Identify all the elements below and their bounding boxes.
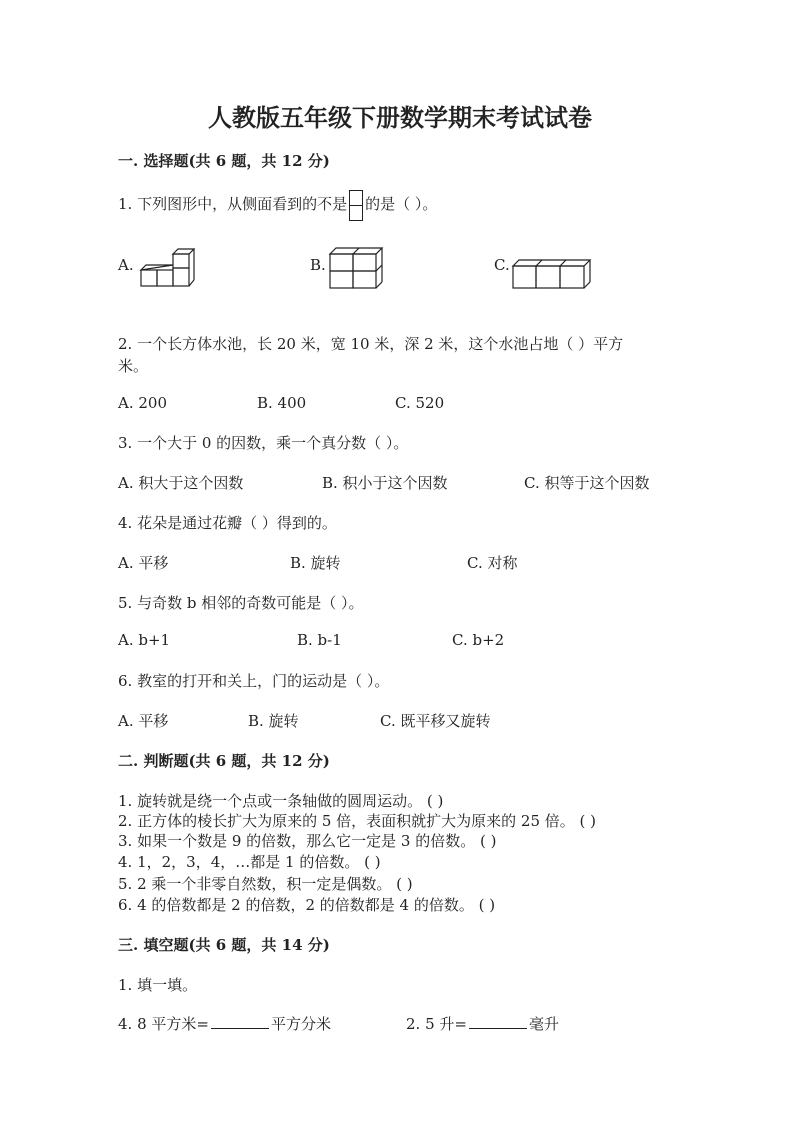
two-stacked-squares-icon xyxy=(349,190,363,220)
fill-item-1-unit: 平方分米 xyxy=(270,1015,331,1033)
q3-option-a: A. 积大于这个因数 xyxy=(118,474,244,492)
choice-question-5: 5. 与奇数 b 相邻的奇数可能是（ ）。 xyxy=(118,594,364,612)
judge-item-6: 6. 4 的倍数都是 2 的倍数，2 的倍数都是 4 的倍数。 ( ) xyxy=(118,896,496,914)
fill-item-1 xyxy=(118,1013,331,1034)
q5-option-b: B. b-1 xyxy=(297,631,342,649)
judge-item-2: 2. 正方体的棱长扩大为原来的 5 倍，表面积就扩大为原来的 25 倍。 ( ) xyxy=(118,812,597,830)
option-b-label: B. xyxy=(310,256,326,274)
option-a-label: A. xyxy=(118,256,134,274)
q3-option-b: B. 积小于这个因数 xyxy=(322,474,448,492)
fill-item-2-unit: 毫升 xyxy=(528,1015,559,1033)
q2-option-a: A. 200 xyxy=(118,394,167,412)
q6-option-b: B. 旋转 xyxy=(248,712,299,730)
fill-item-2 xyxy=(406,1013,559,1034)
q6-option-c: C. 既平移又旋转 xyxy=(380,712,491,730)
q4-option-b: B. 旋转 xyxy=(290,554,341,572)
answer-blank[interactable] xyxy=(469,1016,527,1029)
q4-option-a: A. 平移 xyxy=(118,554,169,572)
judge-item-5: 5. 2 乘一个非零自然数，积一定是偶数。 ( ) xyxy=(118,875,413,893)
fill-question-1: 1. 填一填。 xyxy=(118,976,198,994)
q2-option-b: B. 400 xyxy=(257,394,307,412)
cube-figure-b xyxy=(326,244,384,290)
q5-option-c: C. b+2 xyxy=(452,631,505,649)
judge-item-4: 4. 1，2，3，4，…都是 1 的倍数。 ( ) xyxy=(118,853,381,871)
page-title: 人教版五年级下册数学期末考试试卷 xyxy=(208,103,592,132)
option-c-label: C. xyxy=(494,256,510,274)
choice-question-2-continued: 米。 xyxy=(118,357,149,375)
judge-item-3: 3. 如果一个数是 9 的倍数，那么它一定是 3 的倍数。 ( ) xyxy=(118,832,497,850)
q6-option-a: A. 平移 xyxy=(118,712,169,730)
choice-question-2: 2. 一个长方体水池，长 20 米，宽 10 米，深 2 米，这个水池占地（ ）平方 xyxy=(118,335,624,353)
section-header-judge: 二. 判断题(共 6 题，共 12 分) xyxy=(118,752,330,770)
judge-item-1: 1. 旋转就是绕一个点或一条轴做的圆周运动。 ( ) xyxy=(118,792,444,810)
choice-question-4: 4. 花朵是通过花瓣（ ）得到的。 xyxy=(118,514,337,532)
q4-option-c: C. 对称 xyxy=(467,554,518,572)
choice-question-1 xyxy=(118,190,437,220)
q2-option-c: C. 520 xyxy=(395,394,445,412)
question-text: 1. 下列图形中，从侧面看到的不是 xyxy=(118,195,348,213)
question-text-tail: 的是（ ）。 xyxy=(365,195,438,213)
choice-question-6: 6. 教室的打开和关上，门的运动是（ ）。 xyxy=(118,672,390,690)
section-header-choice: 一. 选择题(共 6 题，共 12 分) xyxy=(118,152,330,170)
fill-item-2-text: 2. 5 升= xyxy=(406,1015,467,1033)
choice-question-3: 3. 一个大于 0 的因数，乘一个真分数（ ）。 xyxy=(118,434,409,452)
fill-item-1-text: 4. 8 平方米= xyxy=(118,1015,209,1033)
section-header-fill: 三. 填空题(共 6 题，共 14 分) xyxy=(118,936,330,954)
cube-figure-a xyxy=(138,244,196,290)
q5-option-a: A. b+1 xyxy=(118,631,171,649)
cube-figure-c xyxy=(510,256,592,290)
answer-blank[interactable] xyxy=(211,1016,269,1029)
q3-option-c: C. 积等于这个因数 xyxy=(524,474,650,492)
